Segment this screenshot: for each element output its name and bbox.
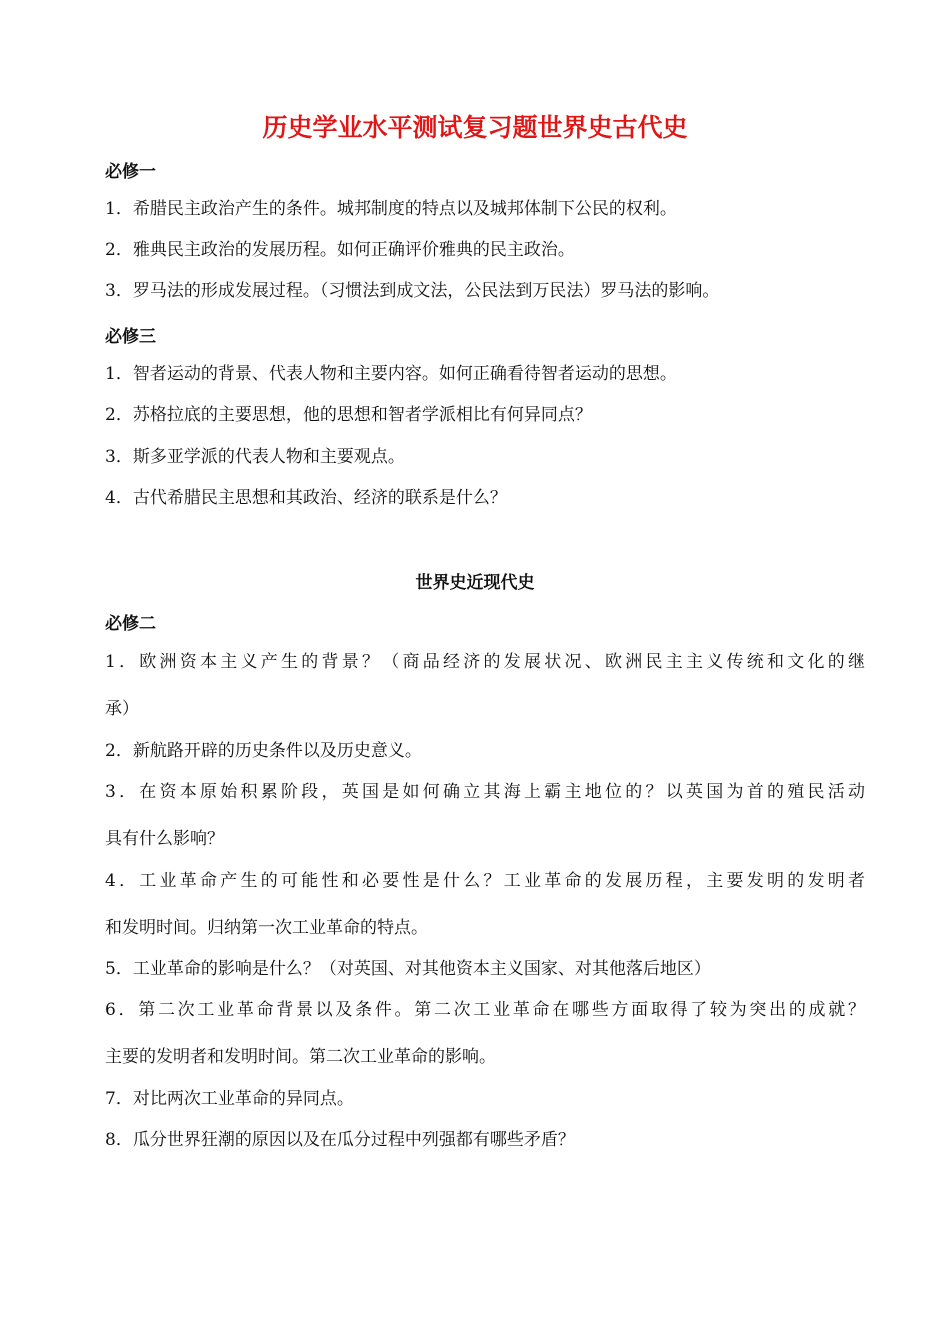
list-item-continuation: 承） <box>105 699 139 719</box>
list-item: 2．新航路开辟的历史条件以及历史意义。 <box>105 741 422 761</box>
list-item: 1．欧洲资本主义产生的背景？（商品经济的发展状况、欧洲民主主义传统和文化的继 <box>105 652 865 672</box>
list-item: 1．智者运动的背景、代表人物和主要内容。如何正确看待智者运动的思想。 <box>105 364 677 384</box>
list-item-continuation: 具有什么影响？ <box>105 829 224 849</box>
list-item-continuation: 主要的发明者和发明时间。第二次工业革命的影响。 <box>105 1047 496 1067</box>
section-heading-bixiu-1: 必修一 <box>105 162 156 182</box>
document-title: 历史学业水平测试复习题世界史古代史 <box>262 113 688 142</box>
section-heading-bixiu-3: 必修三 <box>105 327 156 347</box>
list-item: 5．工业革命的影响是什么？（对英国、对其他资本主义国家、对其他落后地区） <box>105 959 711 979</box>
list-item: 2．苏格拉底的主要思想，他的思想和智者学派相比有何异同点？ <box>105 405 592 425</box>
list-item: 1．希腊民主政治产生的条件。城邦制度的特点以及城邦体制下公民的权利。 <box>105 199 677 219</box>
list-item: 8．瓜分世界狂潮的原因以及在瓜分过程中列强都有哪些矛盾？ <box>105 1130 575 1150</box>
list-item-continuation: 和发明时间。归纳第一次工业革命的特点。 <box>105 918 428 938</box>
list-item: 3．斯多亚学派的代表人物和主要观点。 <box>105 447 405 467</box>
list-item: 3．在资本原始积累阶段，英国是如何确立其海上霸主地位的？以英国为首的殖民活动 <box>105 782 865 802</box>
list-item: 3．罗马法的形成发展过程。（习惯法到成文法，公民法到万民法）罗马法的影响。 <box>105 281 720 301</box>
part-title-modern-history: 世界史近现代史 <box>415 573 535 593</box>
section-heading-bixiu-2: 必修二 <box>105 614 156 634</box>
list-item: 4．古代希腊民主思想和其政治、经济的联系是什么？ <box>105 488 507 508</box>
list-item: 4．工业革命产生的可能性和必要性是什么？工业革命的发展历程，主要发明的发明者 <box>105 871 865 891</box>
list-item: 7．对比两次工业革命的异同点。 <box>105 1089 354 1109</box>
list-item: 6．第二次工业革命背景以及条件。第二次工业革命在哪些方面取得了较为突出的成就？ <box>105 1000 865 1020</box>
list-item: 2．雅典民主政治的发展历程。如何正确评价雅典的民主政治。 <box>105 240 575 260</box>
